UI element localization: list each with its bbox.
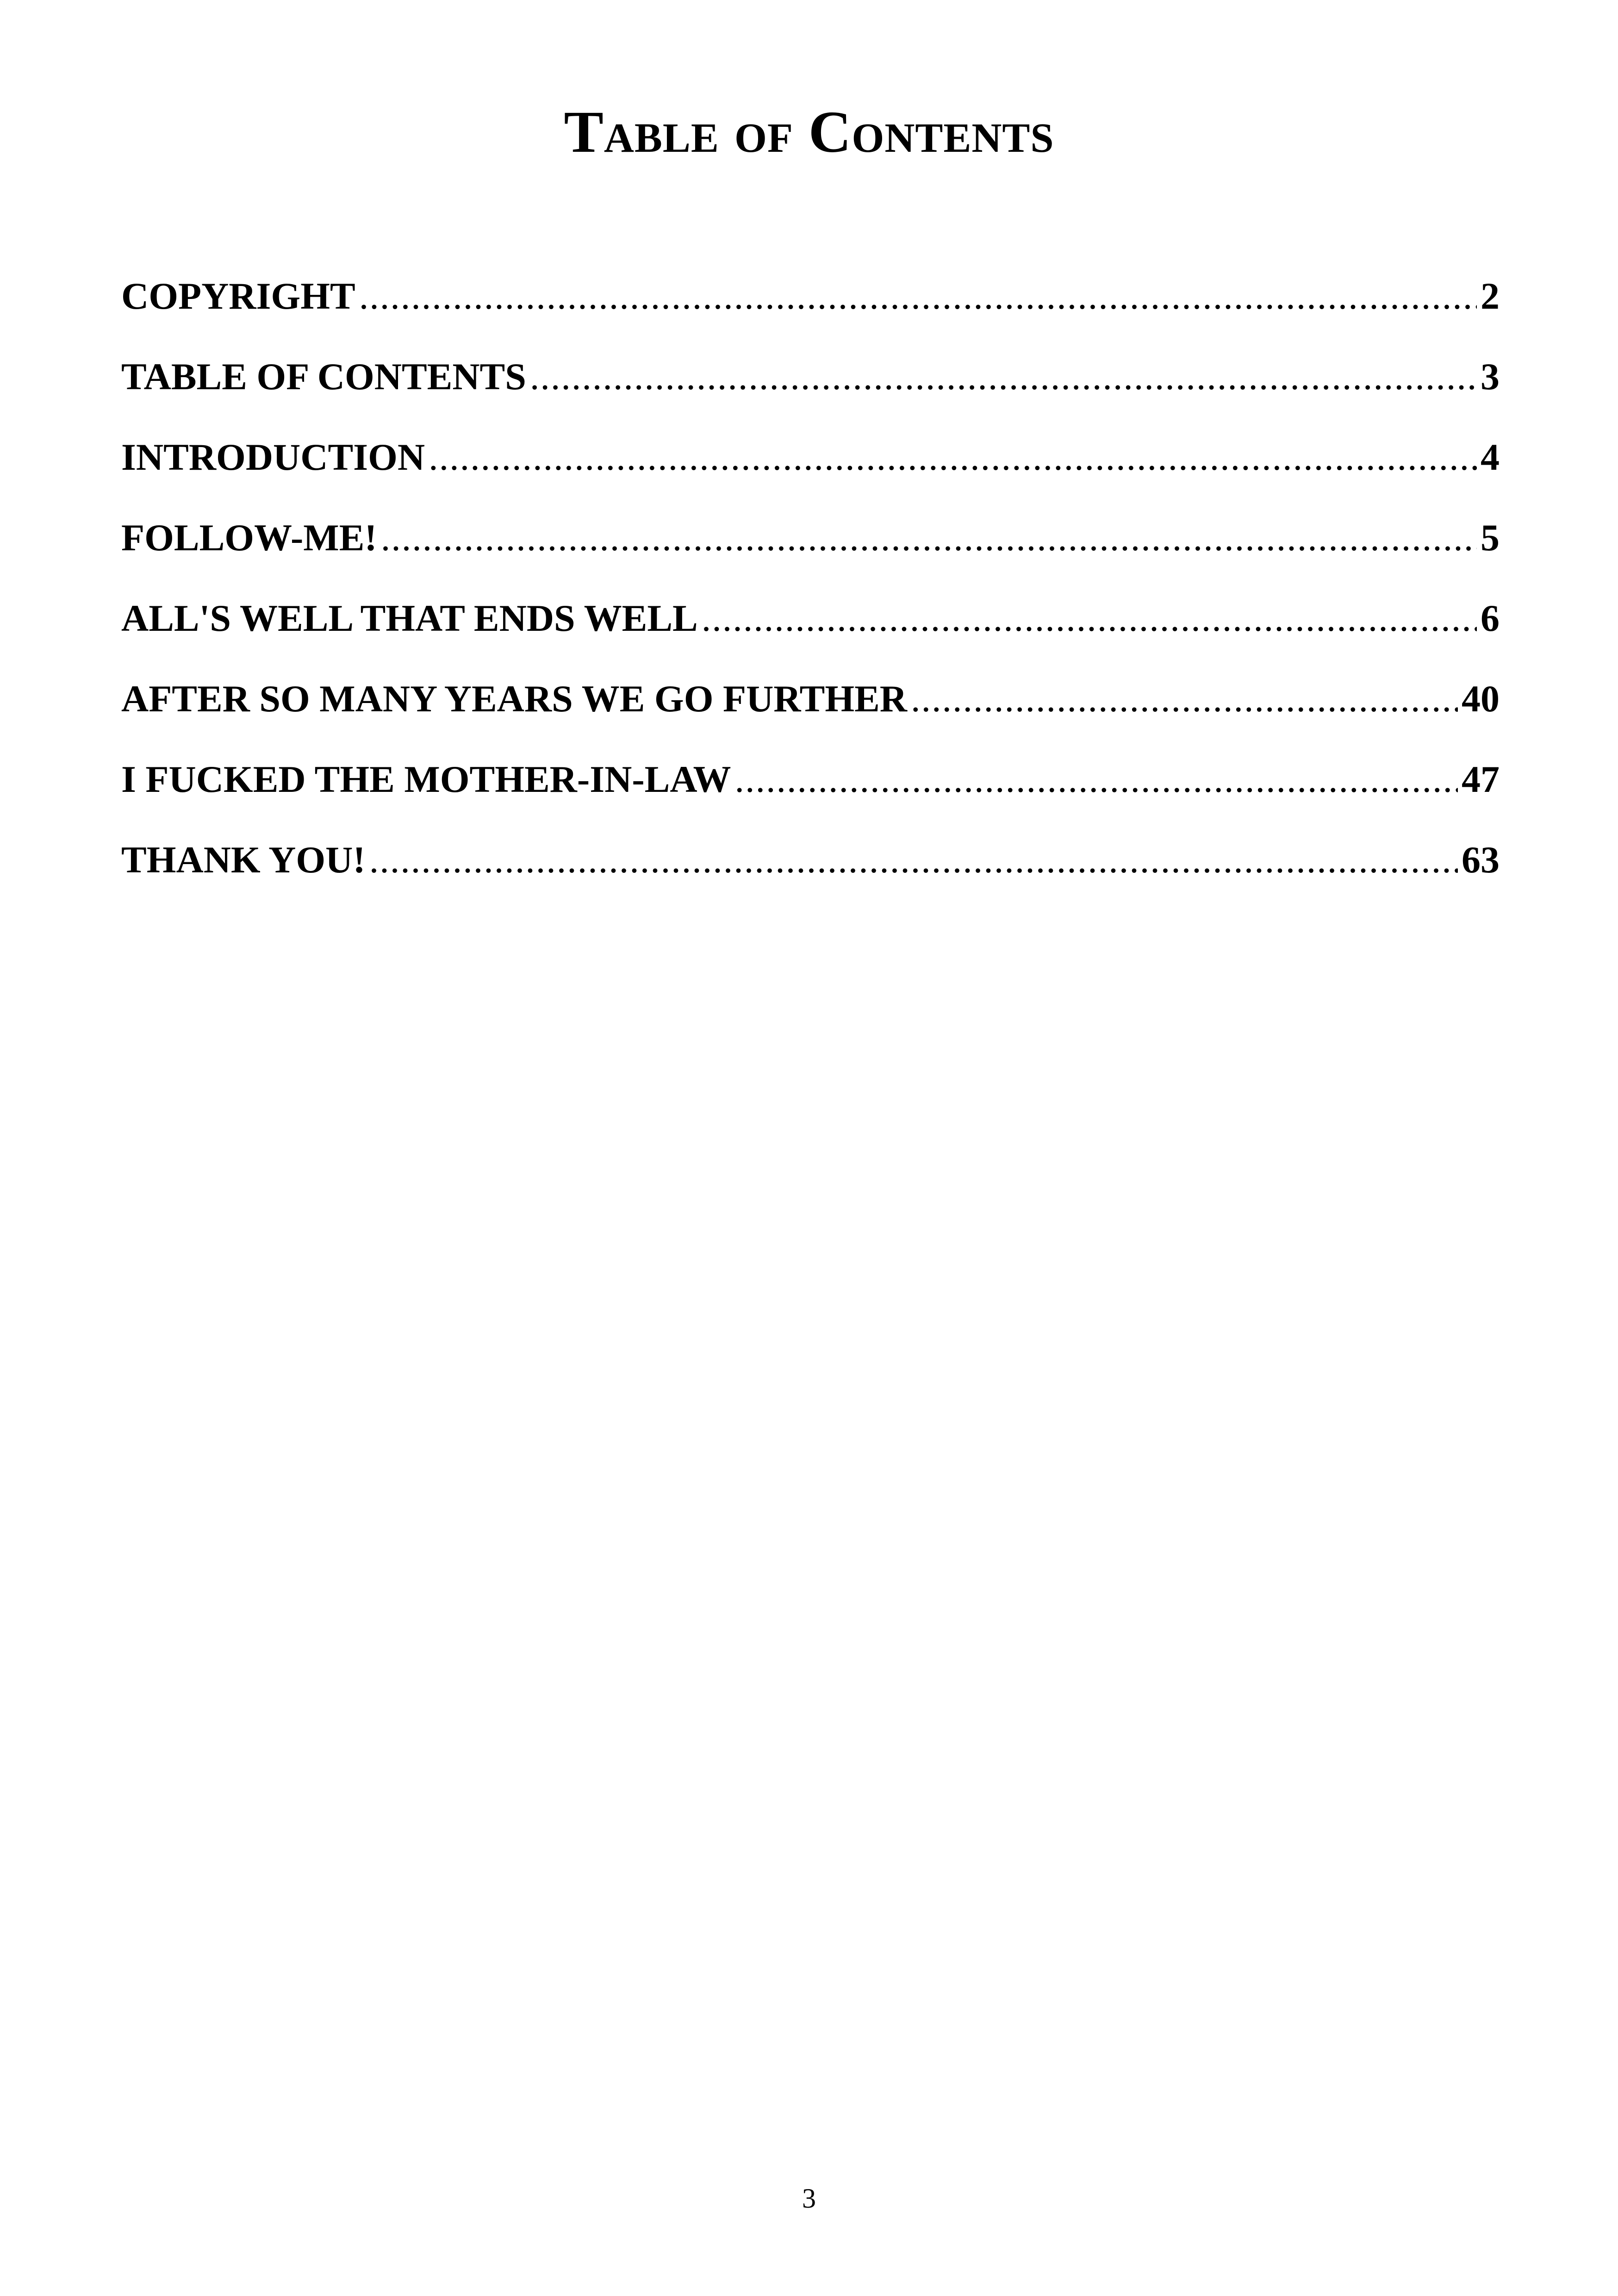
toc-entry-label: THANK YOU! — [121, 839, 366, 881]
toc-entry-page-number: 3 — [1481, 355, 1500, 398]
dot-leader — [359, 268, 1477, 324]
toc-entry-label: ALL'S WELL THAT ENDS WELL — [121, 597, 698, 639]
toc-entry-introduction[interactable] — [121, 429, 1500, 510]
dot-leader — [734, 752, 1458, 807]
dot-leader — [530, 349, 1477, 404]
toc-entry-page-number: 63 — [1462, 839, 1500, 881]
toc-entry-page-number: 2 — [1481, 275, 1500, 317]
dot-leader — [702, 591, 1477, 646]
page-title: Table of Contents — [564, 99, 1054, 165]
toc-entry-label: COPYRIGHT — [121, 275, 355, 317]
dot-leader — [369, 832, 1458, 888]
toc-entry-page-number: 47 — [1462, 758, 1500, 800]
toc-entry-page-number: 6 — [1481, 597, 1500, 639]
toc-entry-label: I FUCKED THE MOTHER-IN-LAW — [121, 758, 731, 800]
table-of-contents — [121, 268, 1500, 913]
toc-entry-follow-me[interactable] — [121, 510, 1500, 591]
toc-entry-after-so-many-years[interactable] — [121, 671, 1500, 752]
toc-entry-page-number: 5 — [1481, 516, 1500, 559]
page-number: 3 — [802, 2183, 816, 2214]
toc-entry-thank-you[interactable] — [121, 832, 1500, 913]
toc-entry-page-number: 40 — [1462, 678, 1500, 720]
dot-leader — [911, 671, 1458, 727]
toc-entry-page-number: 4 — [1481, 436, 1500, 478]
toc-entry-label: INTRODUCTION — [121, 436, 425, 478]
toc-entry-table-of-contents[interactable] — [121, 349, 1500, 429]
toc-entry-copyright[interactable] — [121, 268, 1500, 349]
toc-entry-alls-well[interactable] — [121, 591, 1500, 671]
toc-entry-label: TABLE OF CONTENTS — [121, 355, 526, 398]
dot-leader — [381, 510, 1477, 566]
toc-entry-label: AFTER SO MANY YEARS WE GO FURTHER — [121, 678, 908, 720]
toc-entry-mother-in-law[interactable] — [121, 752, 1500, 832]
dot-leader — [429, 429, 1477, 485]
toc-entry-label: FOLLOW-ME! — [121, 516, 377, 559]
